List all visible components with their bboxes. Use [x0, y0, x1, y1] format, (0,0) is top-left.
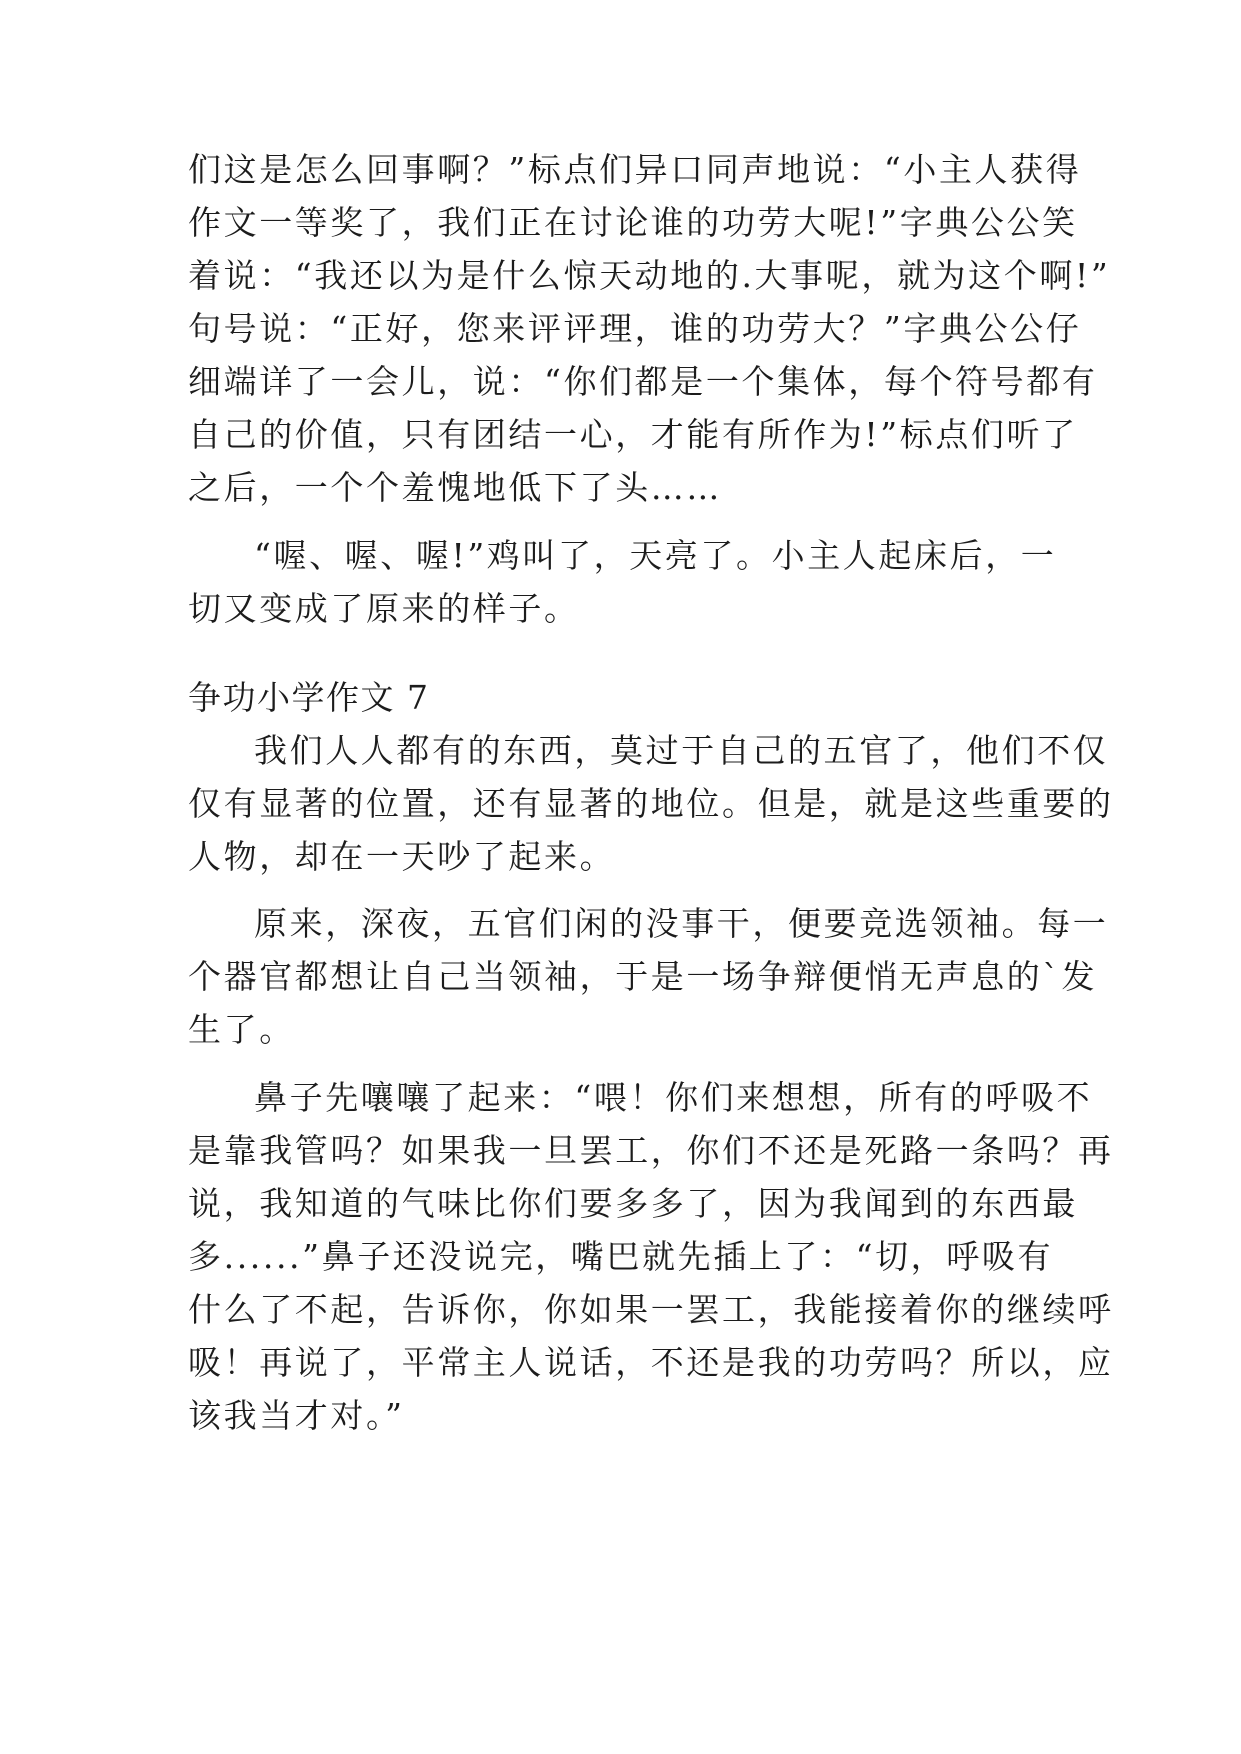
text-line: 细端详了一会儿，说：“你们都是一个集体，每个符号都有: [188, 362, 1098, 401]
text-line: 仅有显著的位置，还有显著的地位。但是，就是这些重要的: [188, 784, 1114, 823]
text-line: “喔、喔、喔!”鸡叫了，天亮了。小主人起床后，一: [254, 536, 1057, 575]
text-line: 是靠我管吗？如果我一旦罢工，你们不还是死路一条吗？再: [188, 1131, 1114, 1170]
text-line: 鼻子先嚷嚷了起来：“喂！你们来想想，所有的呼吸不: [254, 1078, 1093, 1117]
section-title: 争功小学作文 7: [188, 678, 430, 717]
text-line: 自己的价值，只有团结一心，才能有所作为!”标点们听了: [188, 415, 1078, 454]
text-line: 我们人人都有的东西，莫过于自己的五官了，他们不仅: [254, 731, 1109, 770]
text-line: 生了。: [188, 1010, 295, 1049]
text-line: 吸！再说了，平常主人说话，不还是我的功劳吗？所以，应: [188, 1343, 1114, 1382]
text-line: 作文一等奖了，我们正在讨论谁的功劳大呢!”字典公公笑: [188, 203, 1078, 242]
text-line: 什么了不起，告诉你，你如果一罢工，我能接着你的继续呼: [188, 1290, 1114, 1329]
text-line: 们这是怎么回事啊？”标点们异口同声地说：“小主人获得: [188, 150, 1082, 189]
text-line: 个器官都想让自己当领袖，于是一场争辩便悄无声息的`发: [188, 957, 1098, 996]
text-line: 着说：“我还以为是什么惊天动地的.大事呢，就为这个啊!”: [188, 256, 1111, 295]
text-line: 说，我知道的气味比你们要多多了，因为我闻到的东西最: [188, 1184, 1078, 1223]
text-line: 人物，却在一天吵了起来。: [188, 837, 616, 876]
text-line: 句号说：“正好，您来评评理，谁的功劳大？”字典公公仔: [188, 309, 1082, 348]
text-line: 之后，一个个羞愧地低下了头……: [188, 468, 722, 507]
text-line: 原来，深夜，五官们闲的没事干，便要竞选领袖。每一: [254, 904, 1109, 943]
text-line: 切又变成了原来的样子。: [188, 589, 580, 628]
text-line: 多......”鼻子还没说完，嘴巴就先插上了：“切，呼吸有: [188, 1237, 1054, 1276]
text-line: 该我当才对。”: [188, 1396, 405, 1435]
